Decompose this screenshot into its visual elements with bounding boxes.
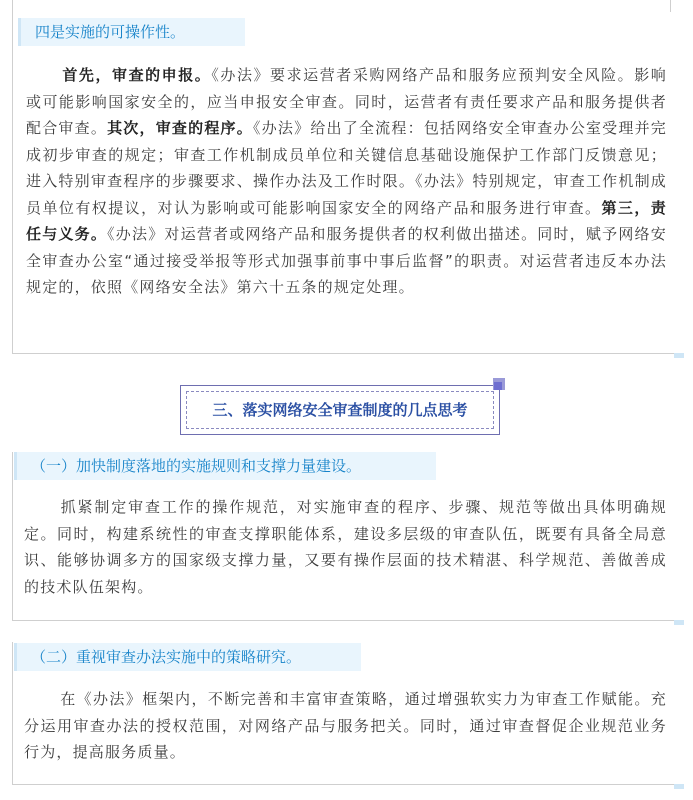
subsection-one-paragraph [24,494,667,600]
point-one-text: 《办法》要求运营者采购网络产品和服务应预判安全风险。影响或可能影响国家安全的，应当申报安全审查。同时，运营者有责任要求产品和服务提供者配合审查。 [26,66,667,137]
point-three-bold: 第三，责任与义务。 [26,198,667,243]
section-four-paragraph [26,62,667,301]
point-one-bold: 首先，审查的申报。 [62,66,212,84]
subsection-one-text: 抓紧制定审查工作的操作规范，对实施审查的程序、步骤、规范等做出具体明确规定。同时，构建系统性的审查支撑职能体系，建设多层级的审查队伍，既要有具备全局意识、能够协调多方的国家级支撑力量，又要有操作层面的技术精湛、科学规范、善做善成的技术队伍架构。 [24,498,667,596]
section-four-label: 四是实施的可操作性。 [18,18,245,46]
box-corner-accent [674,353,684,358]
point-two-text: 《办法》给出了全流程：包括网络安全审查办公室受理并完成初步审查的规定；审查工作机制成员单位和关键信息基础设施保护工作部门反馈意见；进入特别审查程序的步骤要求、操作办法及工作时限。《办法》特别规定，审查工作机制成员单位有权提议，对认为影响或可能影响国家安全的网络产品和服务进行审查。 [26,119,667,217]
point-three-text: 《办法》对运营者或网络产品和服务提供者的权利做出描述。同时，赋予网络安全审查办公室“通过接受举报等形式加强事前事中事后监督”的职责。对运营者违反本办法规定的，依照《网络安全法》第六十五条的规定处理。 [26,225,667,296]
subsection-two-text: 在《办法》框架内，不断完善和丰富审查策略，通过增强软实力为审查工作赋能。充分运用审查办法的授权范围，对网络产品与服务把关。同时，通过审查督促企业规范业务行为，提高服务质量。 [24,690,667,761]
box-corner-accent [674,620,684,625]
section-three-heading-frame [180,385,500,435]
heading-corner-decoration-inner [494,382,502,390]
subsection-two-paragraph [24,686,667,766]
box-corner-accent [674,784,684,789]
section-three-heading: 三、落实网络安全审查制度的几点思考 [186,391,494,429]
subsection-one-label: （一）加快制度落地的实施规则和支撑力量建设。 [14,452,436,480]
point-two-bold: 其次，审查的程序。 [107,119,253,137]
subsection-two-label: （二）重视审查办法实施中的策略研究。 [14,643,361,671]
